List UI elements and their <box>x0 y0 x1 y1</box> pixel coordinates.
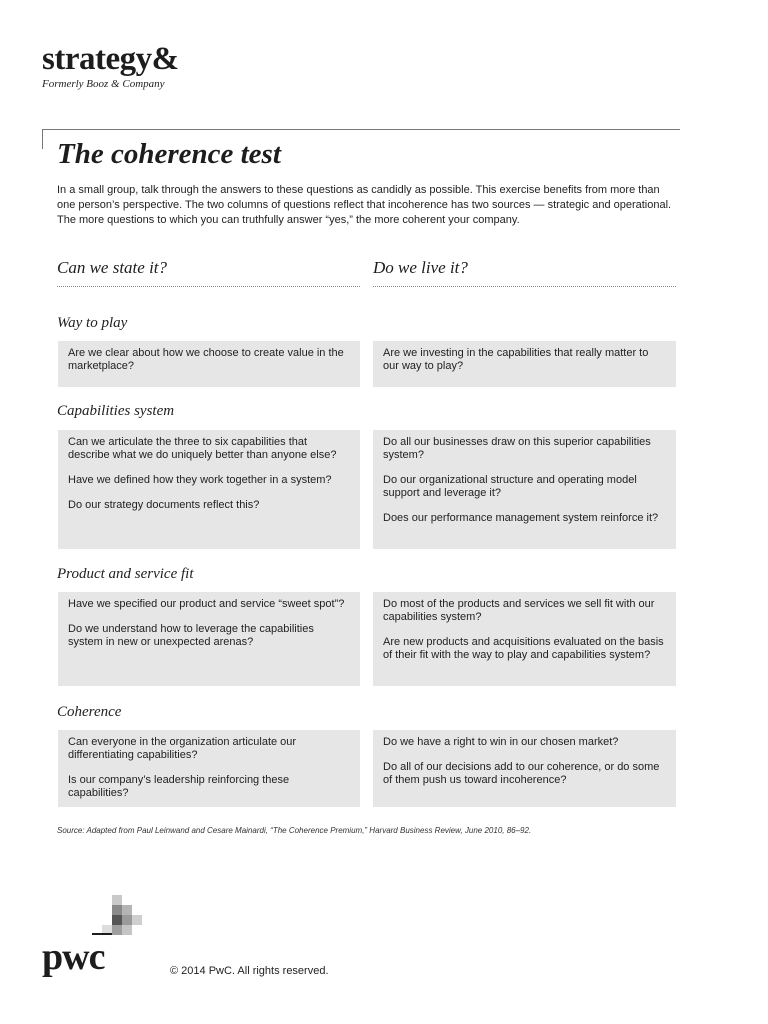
question-text: Do most of the products and services we sell fit with our capabilities system? <box>383 598 655 623</box>
question-text: Have we defined how they work together in a system? <box>68 474 332 486</box>
question-text: Do all of our decisions add to our coherence, or do some of them push us toward incoherence? <box>383 761 660 786</box>
question-text: Can we articulate the three to six capabilities that describe what we do uniquely better than anyone else? <box>68 436 337 461</box>
section-label-capabilities-system: Capabilities system <box>57 403 175 419</box>
intro-paragraph: In a small group, talk through the answers to these questions as candidly as possible. This exercise benefits from more than one person’s perspective. The two columns of questions reflect that incoherence has two sources — strategic and operational. The more questions to which you can truthfully answer “yes,” the more coherent your company. <box>57 184 672 226</box>
question-text: Do our strategy documents reflect this? <box>68 499 260 511</box>
page-title: The coherence test <box>57 138 281 170</box>
brand-name: strategy& <box>42 41 179 77</box>
title-rule-tick <box>42 129 43 149</box>
question-text: Do we understand how to leverage the capabilities system in new or unexpected arenas? <box>68 623 314 648</box>
column-header-state: Can we state it? <box>57 258 360 287</box>
section-label-product-service-fit: Product and service fit <box>57 566 194 582</box>
question-text: Do all our businesses draw on this superior capabilities system? <box>383 436 651 461</box>
question-text: Do our organizational structure and operating model support and leverage it? <box>383 474 637 499</box>
question-text: Are we investing in the capabilities that really matter to our way to play? <box>383 347 649 372</box>
source-citation: Source: Adapted from Paul Leinwand and Cesare Mainardi, “The Coherence Premium,” Harvard Business Review, June 2010, 86–92. <box>57 826 532 835</box>
question-box-right <box>373 430 676 549</box>
question-box-left <box>58 430 360 549</box>
section-label-coherence: Coherence <box>57 704 122 720</box>
title-rule <box>42 129 680 130</box>
question-text: Are new products and acquisitions evaluated on the basis of their fit with the way to play and capabilities system? <box>383 636 664 661</box>
question-text: Does our performance management system reinforce it? <box>383 512 659 524</box>
question-box-right <box>373 592 676 686</box>
question-text: Are we clear about how we choose to create value in the marketplace? <box>68 347 344 372</box>
question-text: Have we specified our product and service “sweet spot”? <box>68 598 345 610</box>
brand-formerly: Formerly Booz & Company <box>42 78 165 90</box>
question-box-right <box>373 341 676 387</box>
question-box-left <box>58 341 360 387</box>
question-text: Do we have a right to win in our chosen market? <box>383 736 619 748</box>
column-header-live: Do we live it? <box>373 258 676 287</box>
question-text: Is our company’s leadership reinforcing these capabilities? <box>68 774 290 799</box>
strategy-logo <box>42 40 179 90</box>
question-box-right <box>373 730 676 807</box>
section-label-way-to-play: Way to play <box>57 315 128 331</box>
copyright: © 2014 PwC. All rights reserved. <box>170 965 329 977</box>
question-box-left <box>58 730 360 807</box>
question-box-left <box>58 592 360 686</box>
pwc-logo-text: pwc <box>42 936 105 978</box>
question-text: Can everyone in the organization articulate our differentiating capabilities? <box>68 736 297 761</box>
